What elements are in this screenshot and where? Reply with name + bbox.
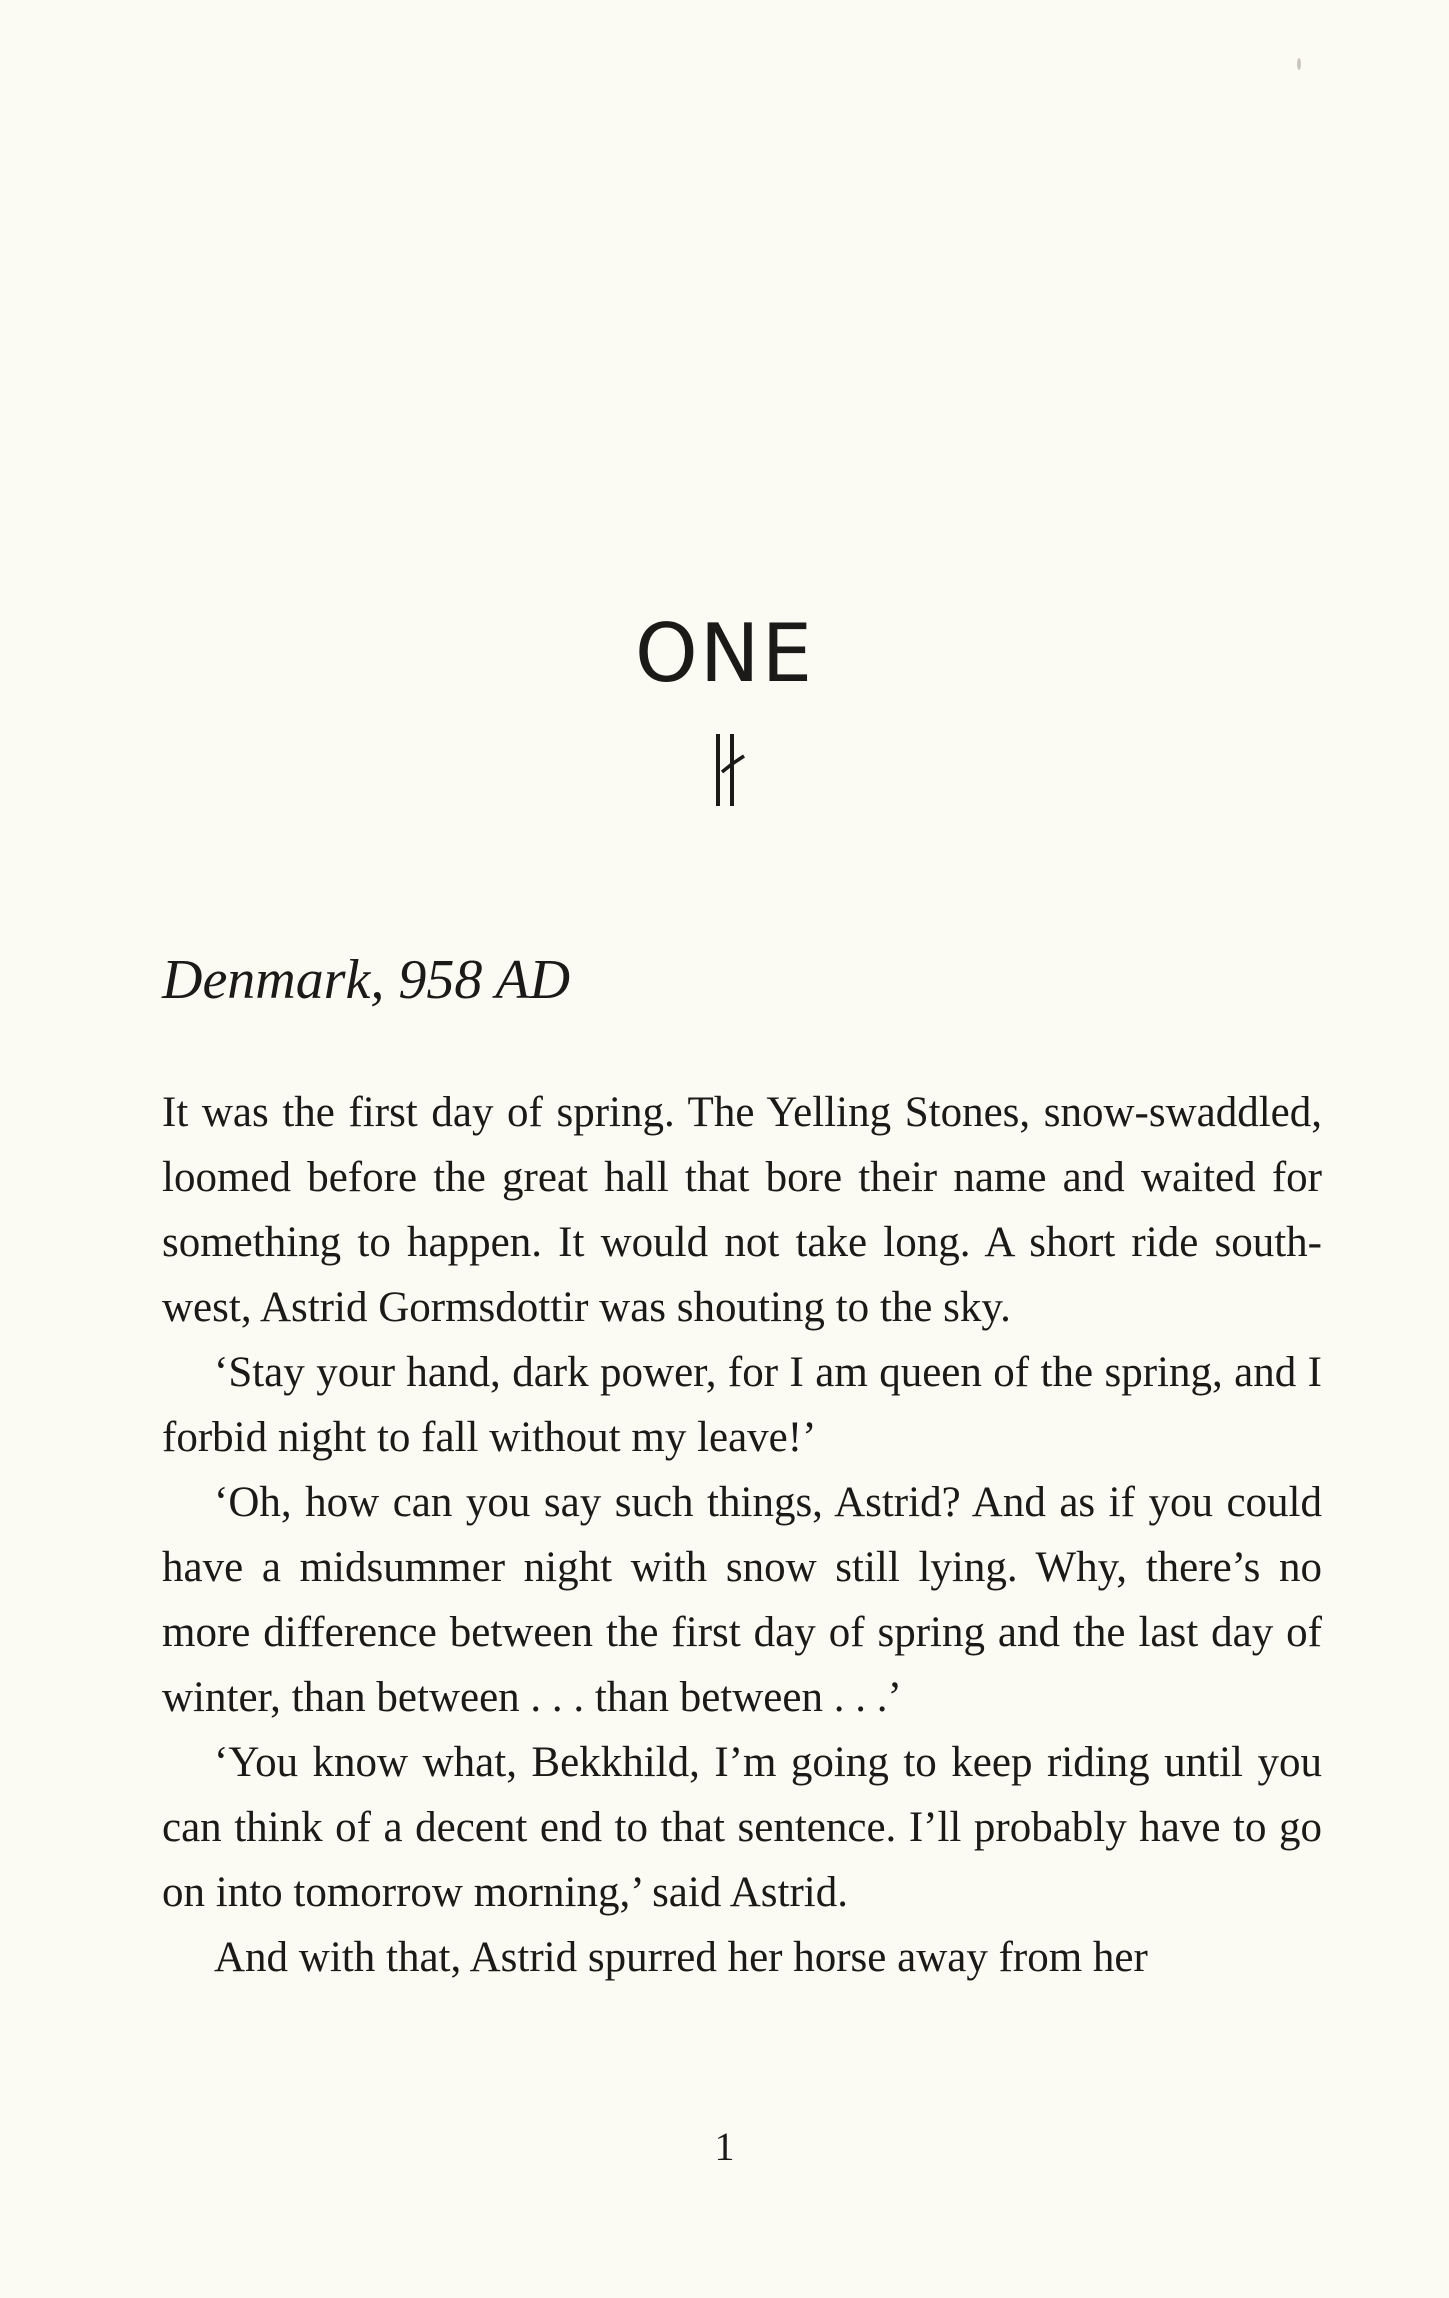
- paragraph: ‘You know what, Bekkhild, I’m going to keep riding until you can think of a decent end to that sentence. I’ll probably have to go on into tomorrow morning,’ said Astrid.: [162, 1739, 1322, 1916]
- paragraph: And with that, Astrid spurred her horse away from her: [214, 1934, 1148, 1981]
- rune-double-stave-icon: [700, 730, 760, 810]
- page-number: 1: [714, 2124, 735, 2169]
- paper-speck: [1297, 58, 1301, 70]
- location-heading: Denmark, 958 AD: [162, 949, 571, 1011]
- paragraph: ‘Oh, how can you say such things, Astrid? And as if you could have a midsummer night with snow still lying. Why, there’s no more difference between the first day of spring and the last day of winter, than between . . . than between . . .’: [162, 1479, 1322, 1721]
- body-text: [162, 1080, 1322, 1990]
- paragraph: ‘Stay your hand, dark power, for I am queen of the spring, and I forbid night to fall without my leave!’: [162, 1349, 1322, 1461]
- paragraph: It was the first day of spring. The Yelling Stones, snow-swaddled, loomed before the great hall that bore their name and waited for something to happen. It would not take long. A short ride south-west, Astrid Gormsdottir was shouting to the sky.: [162, 1089, 1322, 1331]
- chapter-title: ONE: [634, 606, 815, 700]
